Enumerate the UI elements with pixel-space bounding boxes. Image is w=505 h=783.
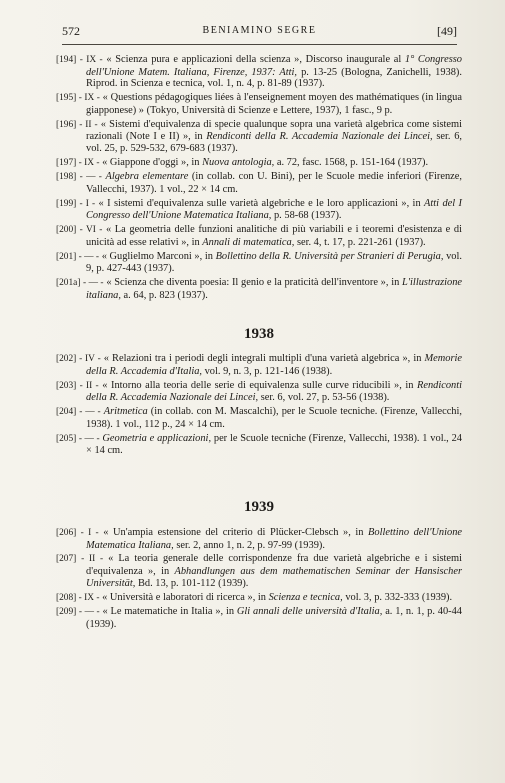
entry-code: [209] - — - bbox=[56, 607, 100, 618]
entry-details: per le Scuole tecniche (Firenze, Vallecchi, 1938). 1 vol., 24 × 14 cm. bbox=[86, 432, 462, 457]
entries-1939 bbox=[56, 527, 462, 631]
bibliography-entry bbox=[56, 157, 462, 170]
page-number: 572 bbox=[62, 24, 80, 38]
entry-text: « Università e laboratori di ricerca », in bbox=[102, 591, 269, 603]
bibliography-entry bbox=[56, 277, 462, 301]
entry-text: « La geometria delle funzioni analitiche di più variabili e i teoremi d'esistenza e di unicità ad esse relativi », in bbox=[86, 224, 462, 248]
entry-code: [199] - I - bbox=[56, 198, 96, 209]
entry-source: Bollettino dell'Unione Matematica Italiana, bbox=[86, 526, 462, 551]
entry-source: Annali di matematica, bbox=[202, 236, 295, 248]
bibliography-entry bbox=[56, 224, 462, 248]
bibliography-entry bbox=[56, 433, 462, 457]
entry-code: [207] - II - bbox=[56, 554, 104, 565]
entry-code: [205] - — - bbox=[56, 433, 100, 444]
year-heading-1939: 1939 bbox=[244, 498, 274, 515]
bibliography-entry bbox=[56, 606, 462, 630]
bibliography-entry bbox=[56, 119, 462, 155]
bibliography-entry bbox=[56, 527, 462, 551]
entry-details: (in collab. con U. Bini), per le Scuole medie inferiori (Firenze, Vallecchi, 1937). 1 vol., 22 × 14 cm. bbox=[86, 171, 462, 196]
entry-details: ser. 4, t. 17, p. 221-261 (1937). bbox=[294, 236, 426, 248]
entry-details: p. 13-25 (Bologna, Zanichelli, 1938). Riprod. in Scienza e tecnica, vol. 1, n. 4, p. 81-89 (1937). bbox=[86, 66, 462, 90]
entry-details: vol. 9, n. 3, p. 121-146 (1938). bbox=[202, 366, 333, 378]
entry-text: « Relazioni tra i periodi degli integrali multipli d'una varietà algebrica », in bbox=[103, 353, 425, 365]
entry-text: « Le matematiche in Italia », in bbox=[102, 606, 237, 618]
entry-source: Memorie della R. Accademia d'Italia, bbox=[86, 353, 462, 378]
entry-code: [200] - VI - bbox=[56, 225, 103, 236]
entry-text: « Questions pédagogiques liées à l'enseignement moyen des mathématiques (in lingua giapponese) » (Tokyo, Università di Scienze e Lettere, 1937), 1 fasc., 9 p. bbox=[86, 92, 462, 116]
running-title: BENIAMINO SEGRE bbox=[202, 25, 317, 36]
bibliography-entry bbox=[56, 592, 462, 605]
entry-source: Rendiconti della R. Accademia Nazionale dei Lincei, bbox=[206, 131, 433, 143]
bibliography-entry bbox=[56, 380, 462, 404]
entry-code: [202] - IV - bbox=[56, 354, 101, 365]
entry-code: [203] - II - bbox=[56, 380, 99, 391]
page-header bbox=[62, 24, 457, 40]
entry-code: [195] - IX - bbox=[56, 93, 100, 104]
entry-text: « Scienza che diventa poesia: Il genio e la praticità dell'inventore », in bbox=[106, 276, 403, 288]
entry-source: Gli annali delle università d'Italia, bbox=[236, 606, 383, 618]
entry-details: a. 1, n. 1, p. 40-44 (1939). bbox=[86, 606, 462, 630]
entry-details: vol. 3, p. 332-333 (1939). bbox=[342, 591, 453, 603]
entry-code: [208] - IX - bbox=[56, 592, 100, 603]
header-rule bbox=[62, 44, 457, 45]
entry-code: [197] - IX - bbox=[56, 157, 100, 168]
entries-1937 bbox=[56, 54, 462, 301]
entry-source: Geometria e applicazioni, bbox=[102, 432, 212, 444]
entry-text: « Scienza pura e applicazioni della scienza », Discorso inaugurale al bbox=[106, 54, 405, 65]
entry-details: p. 58-68 (1937). bbox=[271, 210, 342, 222]
entry-text: « Guglielmo Marconi », in bbox=[101, 250, 216, 262]
entry-code: [204] - — - bbox=[56, 407, 101, 418]
entry-details: a. 72, fasc. 1568, p. 151-164 (1937). bbox=[274, 156, 429, 168]
entry-details: ser. 2, anno 1, n. 2, p. 97-99 (1939). bbox=[173, 539, 325, 551]
bibliography-entry bbox=[56, 198, 462, 222]
entry-source: Rendiconti della R. Accademia Nazionale dei Lincei, bbox=[86, 379, 463, 404]
entry-text: « Un'ampia estensione del criterio di Plücker-Clebsch », in bbox=[103, 526, 369, 538]
entry-details: a. 64, p. 823 (1937). bbox=[120, 289, 208, 301]
entry-details: (in collab. con M. Mascalchi), per le Scuole tecniche. (Firenze, Vallecchi, 1938). 1 vol., 112 p., 24 × 14 cm. bbox=[86, 406, 462, 430]
bibliography-entry bbox=[56, 171, 462, 195]
bibliography-entry bbox=[56, 553, 462, 589]
bibliography-list bbox=[56, 54, 462, 633]
bibliography-section-number: [49] bbox=[437, 24, 457, 38]
bibliography-entry bbox=[56, 92, 462, 116]
entry-text: « Giappone d'oggi », in bbox=[102, 156, 203, 168]
entry-source: Algebra elementare bbox=[105, 171, 189, 183]
entry-source: Abhandlungen aus dem mathematischen Seminar der Hansischer Universität, bbox=[86, 566, 462, 589]
entry-source: 1° Congresso dell'Unione Matem. Italiana, Firenze, 1937: Atti, bbox=[86, 54, 462, 78]
entry-details: Bd. 13, p. 101-112 (1939). bbox=[135, 577, 249, 589]
entry-source: L'illustrazione italiana, bbox=[86, 276, 463, 301]
bibliography-entry bbox=[56, 54, 462, 90]
entry-source: Aritmetica bbox=[103, 406, 148, 418]
entry-text: « Intorno alla teoria delle serie di equivalenza sulle curve riducibili », in bbox=[102, 379, 417, 391]
entry-code: [194] - IX - bbox=[56, 55, 103, 65]
entry-source: Nuova antologia, bbox=[202, 156, 275, 168]
entry-details: ser. 6, vol. 25, p. 529-532, 679-683 (1937). bbox=[86, 131, 462, 154]
entry-text: « Sistemi d'equivalenza di specie qualunque sopra una varietà algebrica come sistemi razionali (Note I e II) », in bbox=[86, 118, 462, 143]
entry-code: [196] - II - bbox=[56, 119, 98, 130]
entries-1938 bbox=[56, 353, 462, 457]
entry-details: ser. 6, vol. 27, p. 53-56 (1938). bbox=[258, 392, 390, 404]
year-heading-1938: 1938 bbox=[244, 326, 274, 343]
entry-source: Atti del I Congresso dell'Unione Matematica Italiana, bbox=[86, 197, 462, 222]
entry-code: [206] - I - bbox=[56, 527, 99, 538]
entry-code: [198] - — - bbox=[56, 172, 102, 183]
entry-source: Bollettino della R. Università per Stranieri di Perugia, bbox=[215, 250, 444, 262]
entry-code: [201a] - — - bbox=[56, 277, 104, 288]
entry-details: vol. 9, p. 427-443 (1937). bbox=[86, 250, 462, 275]
bibliography-entry bbox=[56, 353, 462, 377]
entry-text: « I sistemi d'equivalenza sulle varietà algebriche e le loro applicazioni », in bbox=[98, 197, 425, 209]
entry-source: Scienza e tecnica, bbox=[268, 591, 343, 603]
bibliography-entry bbox=[56, 406, 462, 430]
entry-text: « La teoria generale delle corrispondenze fra due varietà algebriche e i sistemi d'equivalenza », in bbox=[86, 553, 462, 578]
entry-code: [201] - — - bbox=[56, 251, 100, 262]
bibliography-entry bbox=[56, 251, 462, 275]
